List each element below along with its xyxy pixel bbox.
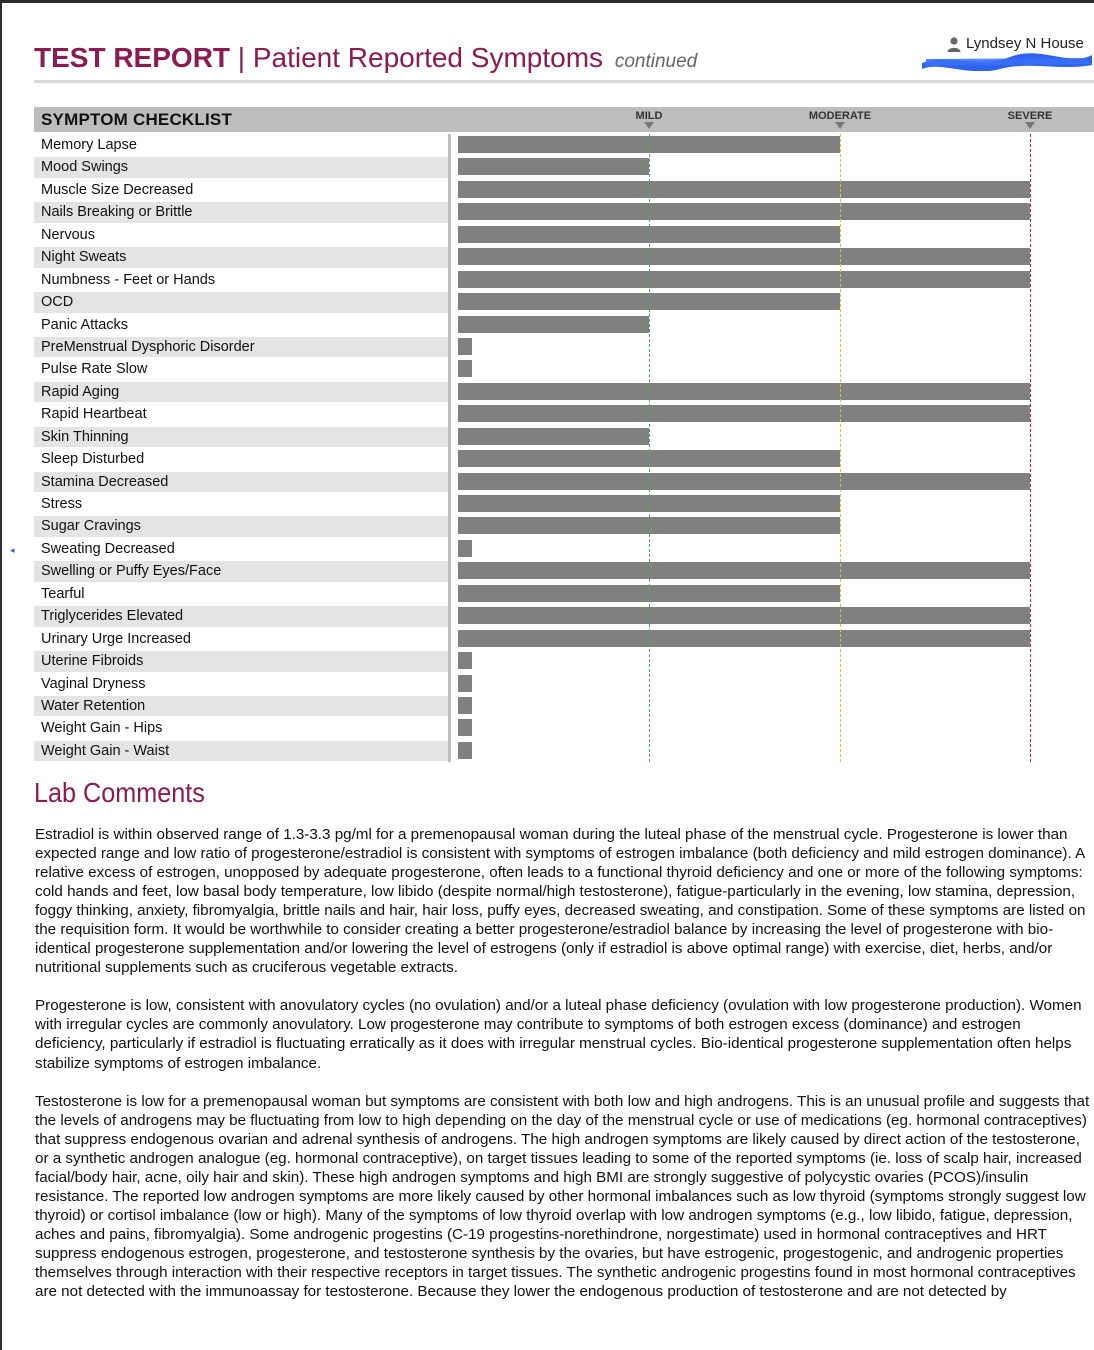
symptom-label: Rapid Aging <box>41 383 120 400</box>
title-rest: Patient Reported Symptoms <box>252 42 604 73</box>
symptom-label: OCD <box>41 294 74 311</box>
symptom-severity-bar <box>458 719 472 736</box>
symptom-label-cell <box>34 741 448 762</box>
symptom-label-cell <box>34 427 448 448</box>
symptom-row <box>34 336 1094 358</box>
symptom-row <box>34 538 1094 560</box>
symptom-label-cell <box>34 359 448 380</box>
symptom-label-cell <box>34 180 448 201</box>
mild-threshold-line <box>649 134 650 762</box>
symptom-severity-bar <box>458 428 649 445</box>
symptom-row <box>34 201 1094 223</box>
symptom-row <box>34 448 1094 470</box>
scale-marker-severe <box>1025 122 1035 129</box>
symptom-row <box>34 381 1094 403</box>
symptom-row <box>34 740 1094 762</box>
header-divider <box>34 80 1094 83</box>
symptom-label-cell <box>34 315 448 336</box>
symptom-label: Stress <box>41 496 83 512</box>
symptom-severity-bar <box>458 742 472 759</box>
symptom-label: Pulse Rate Slow <box>41 361 148 378</box>
symptom-row <box>34 673 1094 695</box>
symptom-severity-bar <box>458 383 1030 400</box>
symptom-row <box>34 695 1094 717</box>
symptom-severity-bar <box>458 316 649 333</box>
symptom-label: Rapid Heartbeat <box>41 406 147 423</box>
page-top-border <box>0 0 1094 3</box>
symptom-label: Weight Gain - Hips <box>41 720 163 737</box>
symptom-label-cell <box>34 202 448 223</box>
page-title <box>34 42 697 74</box>
symptom-label-cell <box>34 516 448 537</box>
symptom-label: Mood Swings <box>41 159 129 176</box>
symptom-label-cell <box>34 337 448 358</box>
redaction-scribble <box>920 49 1094 71</box>
symptom-row <box>34 358 1094 380</box>
symptom-severity-bar <box>458 562 1030 579</box>
symptom-row <box>34 134 1094 156</box>
checklist-title: SYMPTOM CHECKLIST <box>41 110 233 129</box>
symptom-label: Nails Breaking or Brittle <box>41 204 193 221</box>
scale-label-mild: MILD <box>635 110 663 122</box>
symptom-severity-bar <box>458 675 472 692</box>
symptom-label: Weight Gain - Waist <box>41 742 170 759</box>
symptom-row <box>34 493 1094 515</box>
symptom-row <box>34 515 1094 537</box>
symptom-row <box>34 650 1094 672</box>
column-separator <box>448 134 451 762</box>
symptom-label-cell <box>34 651 448 672</box>
symptom-label-cell <box>34 157 448 178</box>
symptom-label-cell <box>34 674 448 695</box>
symptom-row <box>34 314 1094 336</box>
symptom-row <box>34 224 1094 246</box>
symptom-label-cell <box>34 539 448 560</box>
symptom-label: Muscle Size Decreased <box>41 181 194 198</box>
symptom-label-cell <box>34 247 448 268</box>
symptom-label: Numbness - Feet or Hands <box>41 271 216 288</box>
symptom-label-cell <box>34 135 448 156</box>
symptom-row <box>34 291 1094 313</box>
patient-name: Lyndsey N House <box>966 35 1084 52</box>
symptom-row <box>34 717 1094 739</box>
symptom-label-cell <box>34 449 448 470</box>
symptom-row <box>34 560 1094 582</box>
scale-label-moderate: MODERATE <box>808 110 872 122</box>
symptom-row <box>34 156 1094 178</box>
symptom-label: Memory Lapse <box>41 137 137 153</box>
symptom-label: Uterine Fibroids <box>41 653 144 670</box>
symptom-label: Tearful <box>41 585 85 602</box>
symptom-label: Panic Attacks <box>41 316 129 333</box>
scale-marker-mild <box>644 122 654 129</box>
severe-threshold-line <box>1030 134 1031 762</box>
scale-marker-moderate <box>835 122 845 129</box>
symptom-label-cell <box>34 561 448 582</box>
comment-paragraph-estradiol: Estradiol is within observed range of 1.3-3.3 pg/ml for a premenopausal woman during the luteal phase of the menstrual cycle. Progesterone is lower than expected range and low ratio of progesterone/estradiol is consistent with symptoms of estrogen imbalance (both deficiency and mild estrogen dominance). A relative excess of estrogen, unopposed by adequate progesterone, often leads to a functional thyroid deficiency and one or more of the following symptoms: cold hands and feet, low basal body temperature, low libido (despite normal/high testosterone), fatigue-particularly in the evening, low stamina, depression, foggy thinking, anxiety, fibromyalgia, brittle nails and hair, hair loss, puffy eyes, decreased sweating, and constipation. Some of these symptoms are listed on the requisition form. It would be worthwhile to consider creating a better progesterone/estradiol balance by increasing the level of progesterone with bio-identical progesterone supplementation and/or lowering the level of estrogens (only if estradiol is above optimal range) with exercise, diet, herbs, and/or nutritional supplements such as cruciferous vegetable extracts. <box>35 826 1086 977</box>
symptom-checklist <box>34 107 1094 762</box>
symptom-row <box>34 605 1094 627</box>
symptom-label-cell <box>34 629 448 650</box>
symptom-severity-bar <box>458 540 472 557</box>
symptom-severity-bar <box>458 203 1030 220</box>
symptom-label-cell <box>34 606 448 627</box>
lab-comments-title: Lab Comments <box>34 777 205 808</box>
checklist-header <box>34 107 1094 132</box>
symptom-row <box>34 403 1094 425</box>
symptom-rows <box>34 134 1094 762</box>
symptom-label-cell <box>34 292 448 313</box>
symptom-severity-bar <box>458 697 472 714</box>
scale-label-severe: SEVERE <box>1007 110 1053 122</box>
symptom-label-cell <box>34 494 448 515</box>
symptom-severity-bar <box>458 271 1030 288</box>
title-continued: continued <box>614 51 698 72</box>
symptom-severity-bar <box>458 630 1030 647</box>
symptom-row <box>34 179 1094 201</box>
symptom-label: Skin Thinning <box>41 428 129 445</box>
symptom-row <box>34 628 1094 650</box>
symptom-label-cell <box>34 382 448 403</box>
symptom-label-cell <box>34 696 448 717</box>
patient-info <box>924 36 1094 76</box>
symptom-row <box>34 471 1094 493</box>
symptom-row <box>34 246 1094 268</box>
symptom-label: Night Sweats <box>41 249 127 266</box>
symptom-row <box>34 269 1094 291</box>
margin-mark: ◂ <box>10 545 15 555</box>
symptom-severity-bar <box>458 248 1030 265</box>
symptom-label: Sweating Decreased <box>41 540 175 557</box>
symptom-label: Triglycerides Elevated <box>41 608 184 625</box>
symptom-label: Sugar Cravings <box>41 518 141 535</box>
symptom-severity-bar <box>458 360 472 377</box>
symptom-label: Water Retention <box>41 697 146 714</box>
symptom-label-cell <box>34 270 448 291</box>
report-header <box>34 35 1094 80</box>
symptom-severity-bar <box>458 181 1030 198</box>
symptom-row <box>34 583 1094 605</box>
comment-paragraph-testosterone: Testosterone is low for a premenopausal woman but symptoms are consistent with both low and high androgens. This is an unusual profile and suggests that the levels of androgens may be fluctuating from low to high depending on the day of the menstrual cycle or use of medications (eg. hormonal contraceptives) that suppress endogenous ovarian and adrenal synthesis of androgens. The high androgen symptoms are likely caused by direct action of the testosterone, or a synthetic androgen analogue (eg. hormonal contraceptive), on target tissues leading to some of the reported symptoms (ie. loss of scalp hair, increased facial/body hair, acne, oily hair and skin). These high androgen symptoms and high BMI are strongly suggestive of polycystic ovaries (PCOS)/insulin resistance. The reported low androgen symptoms are more likely caused by other hormonal imbalances such as low thyroid (symptoms strongly suggest low thyroid) or cortisol imbalance (low or high). Many of the symptoms of low thyroid overlap with low androgen symptoms (e.g., low libido, fatigue, depression, aches and pains, fibromyalgia). Some androgenic progestins (C-19 progestins-norethindrone, norgestimate) used in hormonal contraceptives and HRT suppress endogenous estrogen, progesterone, and testosterone synthesis by the ovaries, but have estrogenic, progestogenic, and androgenic properties themselves through interaction with their respective receptors in target tissues. The synthetic androgenic progestins found in most hormonal contraceptives are not detected with the immunoassay for testosterone. Because they lower the endogenous production of testosterone and are not detected by <box>35 1092 1090 1301</box>
title-separator: | <box>230 42 253 73</box>
symptom-severity-bar <box>458 405 1030 422</box>
comment-paragraph-progesterone: Progesterone is low, consistent with anovulatory cycles (no ovulation) and/or a luteal phase deficiency (ovulation with low progesterone production). Women with irregular cycles are commonly anovulatory. Low progesterone may contribute to symptoms of both estrogen excess (dominance) and estrogen deficiency, particularly if estradiol is fluctuating erratically as it does with irregular menstrual cycles. Bio-identical progesterone supplementation often helps stabilize symptoms of estrogen imbalance. <box>35 997 1082 1072</box>
symptom-label: Vaginal Dryness <box>41 675 146 692</box>
symptom-label-cell <box>34 404 448 425</box>
symptom-severity-bar <box>458 338 472 355</box>
symptom-label: Sleep Disturbed <box>41 451 145 468</box>
symptom-severity-bar <box>458 158 649 175</box>
lab-comments <box>35 825 1093 1320</box>
symptom-label: PreMenstrual Dysphoric Disorder <box>41 338 255 355</box>
symptom-label: Stamina Decreased <box>41 473 169 490</box>
symptom-label-cell <box>34 584 448 605</box>
symptom-label-cell <box>34 225 448 246</box>
symptom-severity-bar <box>458 652 472 669</box>
symptom-severity-bar <box>458 473 1030 490</box>
symptom-label-cell <box>34 718 448 739</box>
page-left-border <box>0 0 2 1350</box>
symptom-label: Swelling or Puffy Eyes/Face <box>41 563 222 580</box>
symptom-row <box>34 426 1094 448</box>
symptom-label: Urinary Urge Increased <box>41 630 191 647</box>
moderate-threshold-line <box>840 134 841 762</box>
symptom-severity-bar <box>458 607 1030 624</box>
title-strong: TEST REPORT <box>34 42 231 73</box>
symptom-label-cell <box>34 472 448 493</box>
symptom-label: Nervous <box>41 226 95 243</box>
